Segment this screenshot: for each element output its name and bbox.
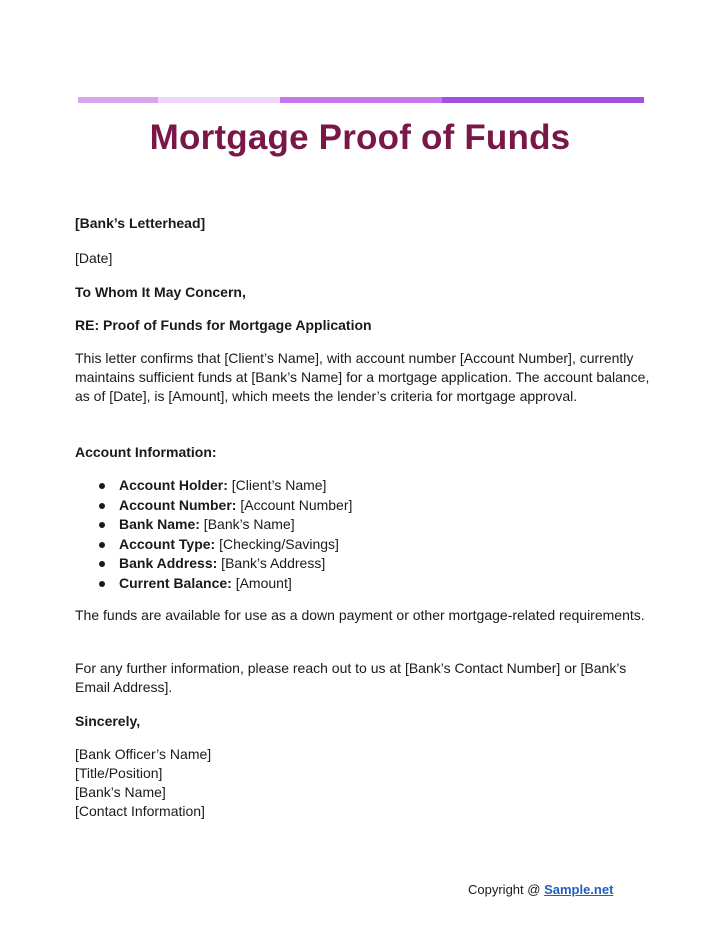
list-item [75,574,650,594]
item-label: Account Holder: [119,477,228,493]
bullet-icon [99,483,105,489]
intro-paragraph: This letter confirms that [Client’s Name], with account number [Account Number], currently maintains sufficient funds at [Bank’s Name] for a mortgage application. The account balance, as of [Date], is [Amount], which meets the lender’s criteria for mortgage approval. [75,350,650,404]
list-item [75,535,650,555]
item-value: [Checking/Savings] [215,535,339,552]
bullet-icon [99,581,105,587]
signature-block [75,745,650,821]
bar-segment [280,97,442,103]
list-item [75,554,650,574]
item-value: [Account Number] [236,496,353,513]
item-label: Account Number: [119,496,237,513]
bullet-icon [99,561,105,567]
item-value: [Bank’s Name] [199,516,295,532]
bar-segment [158,97,280,103]
account-info-list [75,476,650,593]
salutation: To Whom It May Concern, [75,284,246,300]
bar-segment [78,97,158,103]
document-title: Mortgage Proof of Funds [149,118,571,157]
item-label: Bank Name: [119,516,200,532]
bullet-icon [99,522,105,528]
sample-net-link[interactable]: Sample.net [544,882,614,897]
footer-copyright [468,882,613,897]
list-item [75,476,650,496]
contact-paragraph: For any further information, please reach out to us at [Bank’s Contact Number] or [Bank’s Email Address]. [75,660,627,695]
decorative-header-bar [78,97,644,103]
copyright-text: Copyright @ [468,882,545,897]
list-item [75,515,650,535]
contact-information: [Contact Information] [75,803,205,819]
item-label: Current Balance: [119,574,232,591]
bar-segment [442,97,644,103]
officer-title: [Title/Position] [75,765,163,781]
letterhead-placeholder: [Bank’s Letterhead] [75,215,206,231]
list-item [75,496,650,516]
bullet-icon [99,542,105,548]
account-info-heading: Account Information: [75,444,217,460]
date-placeholder: [Date] [75,250,113,266]
item-label: Account Type: [119,535,216,552]
funds-paragraph: The funds are available for use as a down payment or other mortgage-related requirements. [75,607,645,623]
item-value: [Bank’s Address] [217,555,326,571]
item-value: [Client’s Name] [227,477,327,493]
subject-line: RE: Proof of Funds for Mortgage Application [75,317,372,333]
closing: Sincerely, [75,713,141,729]
bullet-icon [99,503,105,509]
item-label: Bank Address: [119,555,218,571]
officer-name: [Bank Officer’s Name] [75,746,212,762]
item-value: [Amount] [231,574,292,591]
bank-name: [Bank’s Name] [75,784,166,800]
